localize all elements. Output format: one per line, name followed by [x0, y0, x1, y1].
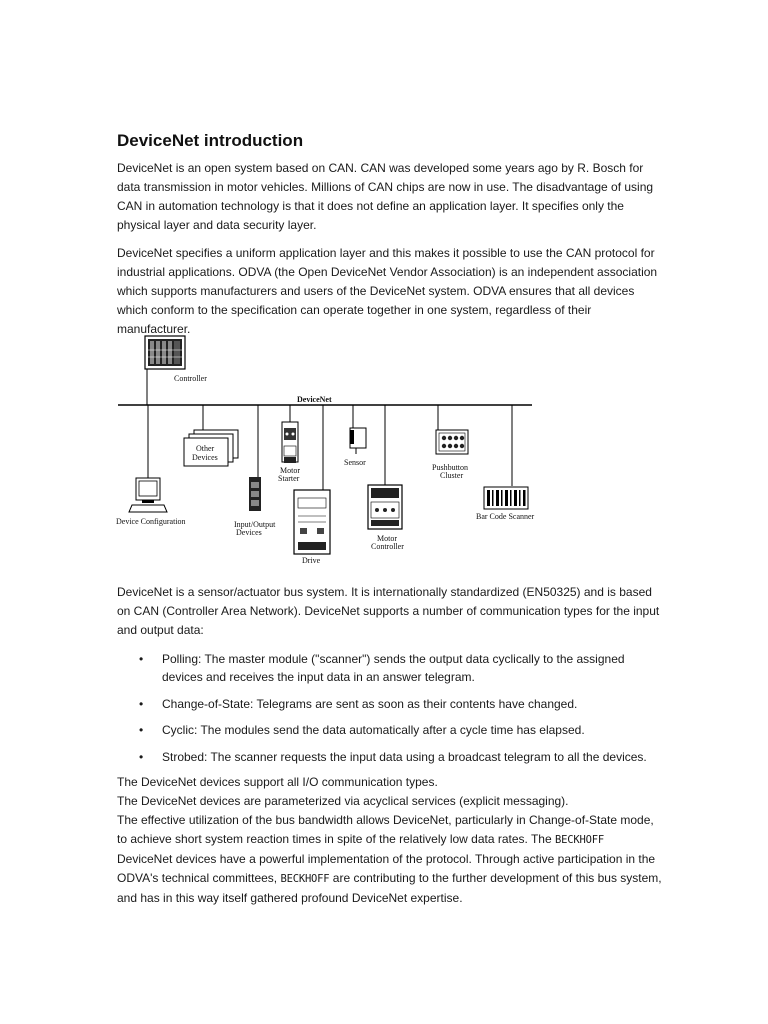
closing-text-part-a: The effective utilization of the bus bandwidth allows DeviceNet, particularly in Change-of-State mode, to achieve short system reaction times in spite of the relatively low data rates. The — [117, 813, 654, 846]
bullet-icon: • — [139, 652, 144, 666]
controller-rack — [145, 336, 185, 369]
odva-paragraph: DeviceNet specifies a uniform application layer and this makes it possible to use the CAN protocol for industrial applications. ODVA (the Open DeviceNet Vendor Association) is an independent association which supports manufacturers and users of the DeviceNet system. ODVA ensures that all devices which conform to the specification can operate together in one system, regardless of their manufacturer. — [117, 246, 658, 336]
bus-label: DeviceNet — [297, 395, 332, 404]
closing-text-part-b: DeviceNet devices have a powerful implementation of the protocol. Through active participation in the ODVA's technical committees, — [117, 852, 656, 885]
closing-text — [117, 773, 662, 908]
other-devices-label-1: Other — [196, 444, 215, 453]
drive-icon — [294, 490, 330, 554]
brand-name: BECKHOFF — [280, 873, 330, 885]
page-title: DeviceNet introduction — [117, 131, 304, 150]
controller-label: Controller — [174, 374, 207, 383]
bus-system-paragraph: DeviceNet is a sensor/actuator bus system. It is internationally standardized (EN50325) and is based on CAN (Controller Area Network). DeviceNet supports a number of communication types for the input and output data: — [117, 585, 660, 637]
pushbutton-cluster-icon — [436, 430, 468, 454]
device-configuration-label: Device Configuration — [116, 517, 186, 526]
closing-line-io: The DeviceNet devices support all I/O communication types. — [117, 775, 438, 789]
list-item-text: Strobed: The scanner requests the input data using a broadcast telegram to all the devices. — [162, 750, 647, 764]
list-item-text: Cyclic: The modules send the data automatically after a cycle time has elapsed. — [162, 723, 585, 737]
computer-icon — [129, 478, 167, 512]
bar-code-scanner-label: Bar Code Scanner — [476, 512, 535, 521]
other-devices-label-2: Devices — [192, 453, 218, 462]
intro-paragraph: DeviceNet is an open system based on CAN. CAN was developed some years ago by R. Bosch for data transmission in motor vehicles. Millions of CAN chips are now in use. The disadvantage of using CAN in automation technology is that it does not define an application layer. It specifies only the physical layer and data security layer. — [117, 161, 654, 232]
closing-text-part-c: are contributing to the further development of this bus system, and has in this way itself gathered profound DeviceNet expertise. — [117, 871, 662, 905]
motor-starter-label-1: Motor — [280, 466, 300, 475]
closing-line-parameterized: The DeviceNet devices are parameterized via acyclical services (explicit messaging). — [117, 794, 569, 808]
pushbutton-label-1: Pushbutton — [432, 463, 469, 472]
bar-code-scanner-icon — [484, 487, 528, 509]
closing-paragraph — [117, 811, 662, 908]
io-devices-label-2: Devices — [236, 528, 262, 537]
pushbutton-label-2: Cluster — [440, 471, 464, 480]
bullet-icon: • — [139, 697, 144, 711]
brand-name: BECKHOFF — [554, 834, 604, 846]
sensor-label: Sensor — [344, 458, 366, 467]
motor-controller-label-2: Controller — [371, 542, 404, 551]
sensor-icon — [350, 428, 366, 454]
io-devices-label-1: Input/Output — [234, 520, 276, 529]
list-item-text: Change-of-State: Telegrams are sent as soon as their contents have changed. — [162, 697, 578, 711]
motor-controller-label-1: Motor — [377, 534, 397, 543]
motor-controller-icon — [368, 485, 402, 529]
devicenet-topology-diagram — [112, 330, 542, 570]
motor-starter-icon — [282, 422, 298, 463]
motor-starter-label-2: Starter — [278, 474, 300, 483]
list-item-text: Polling: The master module ("scanner") sends the output data cyclically to the assigned devices and receives the input data in an answer telegram. — [162, 652, 625, 684]
io-device-icon — [249, 477, 261, 511]
bullet-icon: • — [139, 750, 144, 764]
bullet-icon: • — [139, 723, 144, 737]
drive-label: Drive — [302, 556, 321, 565]
